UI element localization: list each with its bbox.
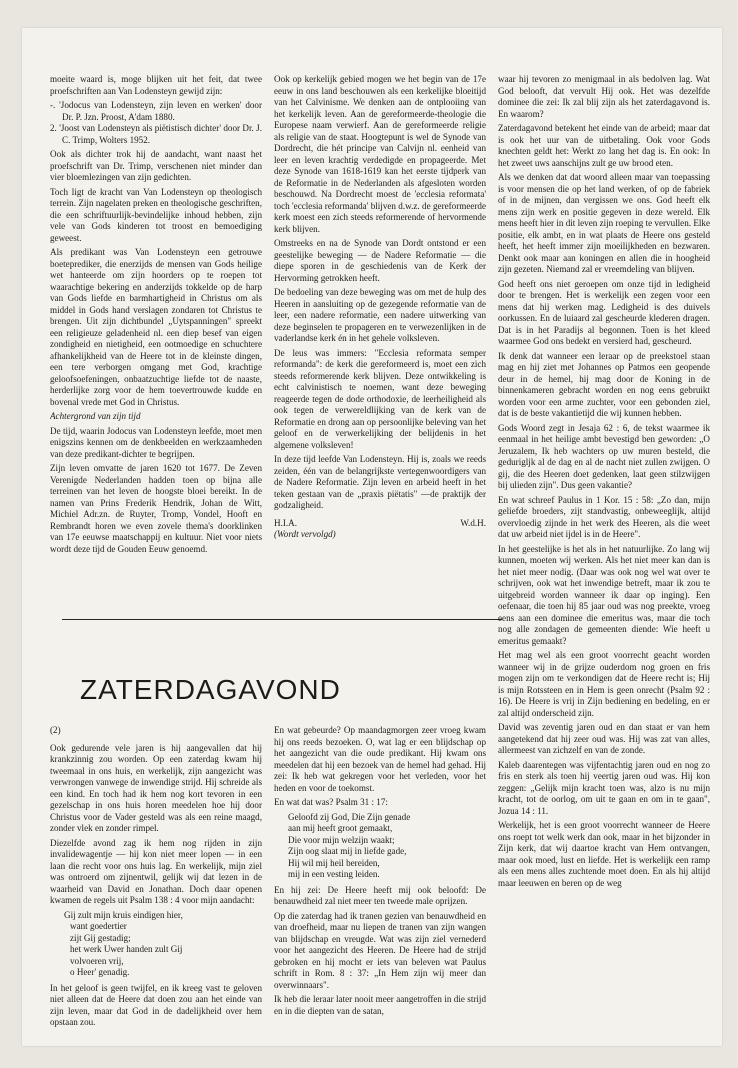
signature-initials-left: H.I.A. — [274, 517, 297, 528]
top-left-column — [50, 74, 262, 618]
paragraph: En wat gebeurde? Op maandagmorgen zeer vroeg kwam hij ons reeds bezoeken. O, wat lag er een blijdschap op het aangezicht van die oude predikant. Hij kwam ons meedelen dat hij een bezoek van de hemel had gehad. Hij zei: Ik heb wat gekregen voor het verleden, voor het heden en voor de toekomst. — [274, 725, 486, 793]
paragraph: Ook als dichter trok hij de aandacht, want naast het proefschrift van Dr. Trimp, verschenen niet minder dan vier bloemlezingen van zijn gedichten. — [50, 149, 262, 182]
paragraph: God heeft ons niet geroepen om onze tijd in ledigheid door te brengen. Het is werkelijk een zegen voor een mens dat hij werken mag. Ledigheid is des duivels oorkussen. En de luiaard zal gescheurde klederen dragen. Dat is in het Paradijs al begonnen. Toen is het kleed waarmee God ons bedekt en versierd had, gescheurd. — [498, 278, 710, 346]
paragraph: Gods Woord zegt in Jesaja 62 : 6, de tekst waarmee ik eenmaal in het heilige ambt bevestigd ben geworden: „O Jeruzalem, Ik heb wachters op uw muren besteld, die gedurigljk al de dag en al de nacht niet zullen zwijgen. O gij, die des Heeren doet gedenken, laat geen stilzwijgen bij ulieden zijn". Dus geen vakantie? — [498, 422, 710, 490]
paragraph: Diezelfde avond zag ik hem nog rijden in zijn invalidewagentje — hij kon niet meer lopen — in een laan die recht voor ons huis lag. En werkelijk, mijn ziel was ontroerd om zijnentwil, gelijk wij dat lezen in de waarheid van David en Jonathan. Doch daar openen kwamen de regels uit Psalm 138 : 4 voor mijn aandacht: — [50, 837, 262, 905]
paragraph: Omstreeks en na de Synode van Dordt ontstond er een geestelijke beweging — de Nadere Reformatie — die diepe sporen in de geschiedenis van de Kerk der Hervorming getrokken heeft. — [274, 238, 486, 283]
psalm-verse — [50, 910, 262, 979]
verse-line: zijt Gij gestadig; — [70, 932, 131, 943]
verse-line: want goedertier — [70, 921, 127, 931]
continued-note: (Wordt vervolgd) — [274, 529, 336, 539]
reference-list — [50, 100, 262, 146]
paragraph: In deze tijd leefde Van Lodensteyn. Hij is, zoals we reeds zeiden, één van de belangrijkste vertegenwoordigers van de Nadere Reformatie. Zijn leven en arbeid heeft in het teken gestaan van de „praxis piëtatis" —de praktijk der godzaligheid. — [274, 454, 486, 510]
verse-line: Die voor mijn welzijn waakt; — [288, 834, 395, 845]
paragraph: Het mag wel als een groot voorrecht geacht worden wanneer wij in de grijze ouderdom nog groen en fris mogen zijn om te verkondigen dat de Heere recht is; Hij is mijn Rotssteen en in Hem is geen onrecht (Psalm 92 : 16). De Heere is vrij in Zijn bediening en bedeling, en er zal altijd onderscheid zijn. — [498, 650, 710, 718]
paragraph: Op die zaterdag had ik tranen gezien van benauwdheid en van droefheid, maar nu liepen de tranen van zijn wangen van blijdschap en vreugde. Wat was zijn ziel vernederd voor het aangezicht des Heeren. De Heere had de strijd gebroken en hij mocht er iets van beleven wat Paulus schrift in Rom. 8 : 37: „In Hem zijn wij meer dan overwinnaars". — [274, 910, 486, 990]
paragraph: In het geloof is geen twijfel, en ik kreeg vast te geloven niet alleen dat de Heere dat doen zou aan het einde van zijn leven, maar dat God in de dadelijkheid over hem opstaan zou. — [50, 982, 262, 1027]
verse-line: Zijn oog slaat mij in liefde gade, — [288, 846, 407, 856]
reference-item: -. 'Jodocus van Lodensteyn, zijn leven en werken' door Dr. P. Jzn. Proost, A'dam 1880. — [50, 100, 262, 122]
paragraph: Toch ligt de kracht van Van Lodensteyn op theologisch terrein. Zijn nagelaten preken en theologische geschriften, die een schriftuurlijk-bevindelijke inhoud hebben, zijn vele van Gods kinderen tot troost en bemoediging geweest. — [50, 186, 262, 243]
section-divider — [62, 619, 502, 620]
verse-line: mij in een vesting leiden. — [288, 869, 380, 879]
psalm-verse — [274, 812, 486, 881]
paragraph: Zijn leven omvatte de jaren 1620 tot 1677. De Zeven Verenigde Nederlanden hadden toen op bijna alle terreinen van het leven de hoogste bloei bereikt. In de namen van Prins Frederik Hendrik, Johan de Witt, Michiel Adr.zn. de Ruyter, Tromp, Vondel, Hooft en Rembrandt horen we even zovele thema's doorklinken van 17e eeuwse maatschappij en kultuur. Niet voor niets wordt deze tijd de Gouden Eeuw genoemd. — [50, 463, 262, 554]
signature-line — [274, 518, 486, 530]
paragraph: De leus was immers: "Ecclesia reformata semper reformanda": de kerk die gereformeerd is, moet een zich steeds reformerende kerk blijven. Deze ontwikkeling is echt calvinistisch te noemen, want deze beweging reageerde tegen de dode orthodoxie, de leerheiligheid als ook tegen de verwereldlijking van de kerk van de Reformatie en drong aan op persoonlijke beleving van het geloof en de verwerkelijking der belijdenis in het algemene volksleven! — [274, 347, 486, 450]
paragraph: En wat dat was? Psalm 31 : 17: — [274, 797, 388, 807]
verse-line: o Heer' genadig. — [70, 967, 130, 977]
top-middle-column — [274, 74, 486, 618]
right-column — [498, 74, 710, 1040]
reference-item: 2. 'Joost van Lodensteyn als piëtistisch dichter' door Dr. J. C. Trimp, Wolters 1952. — [50, 123, 262, 145]
paragraph: Ook op kerkelijk gebied mogen we het begin van de 17e eeuw in ons land beschouwen als een kerkelijke bloeitijd van het Calvinisme. We denken aan de ontplooiing van het kerkelijk leven. Aan de gereformeerde-theologie die Europese naam verwierf. Aan de gereformeerde religie als religie van de staat. Hoogtepunt is wel de Synode van Dordrecht, die hét principe van Calvijn nl. eenheid van leer en leven krachtig verdedigde en propageerde. Met deze Synode van 1618-1619 kan het eerste tijdperk van de Reformatie in de Nederlanden als afgesloten worden beschouwd. Na Dordrecht moest de 'ecclesia reformata' toch 'ecclesia reformanda' blijven d.w.z. de gereformeerde kerk moest een zich steeds reformerende of hervormende kerk blijven. — [274, 74, 486, 234]
paragraph: Als predikant was Van Lodensteyn een getrouwe boeteprediker, die enerzijds de mensen van Gods heilige wet hanteerde om zijn hoorders op te roepen tot waarachtige bekering en anderzijds tokkelde op de harp van Gods liefde en barmhartigheid in Christus om als middel in Gods hand verslagen zondaren tot Christus te brengen. Uit zijn dichtbundel „Uytspanningen" spreekt een religieuze geladenheid nl. een diep besef van eigen zondigheid en nietigheid, een ootmoedige en schuchtere afhankelijkheid van de Heere tot in de kleinste dingen, een tere verborgen omgang met God, krachtige geloofsoefeningen, onbaatzuchtige liefde tot de naaste, herderlijke zorg voor de hem toevertrouwde kudde en bovenal vrede met God in Christus. — [50, 247, 262, 407]
paragraph: De tijd, waarin Jodocus van Lodensteyn leefde, moet men enigszins kennen om de denkbeelden en werkzaamheden van deze predikant-dichter te begrijpen. — [50, 425, 262, 459]
verse-line: Geloofd zij God, Die Zijn genade — [288, 811, 411, 822]
verse-line: Gij zult mijn kruis eindigen hier, — [64, 909, 183, 920]
paragraph: Zaterdagavond betekent het einde van de arbeid; maar dat is ook het uur van de uitbetaling. Ook voor Gods knechten geldt het: Werkt zo lang het dag is. En ook: In het zweet uws aanschijns zult ge uw brood eten. — [498, 123, 710, 168]
paragraph: Ook gedurende vele jaren is hij aangevallen dat hij krankzinnig zou worden. Op een zaterdag kwam hij tweemaal in ons huis, en werkelijk, zijn aangezicht was verwrongen vanwege de inwendige strijd. Hij schreide als een kind. En toch had ik hem nog kort tevoren in een gezelschap in ons huis horen meedelen hoe hij door Christus voor de Vader gesteld was als een reine maagd, zonder vlek en zonder rimpel. — [50, 742, 262, 833]
verse-line: aan mij heeft groot gemaakt, — [288, 823, 393, 833]
installment-number: (2) — [50, 725, 61, 735]
paragraph: Ik denk dat wanneer een leraar op de preekstoel staan mag en hij ziet met Johannes op Patmos een geopende deur in de hemel, hij mag door de Koning in de binnenkameren gebracht worden en nog eens gebruikt worden voor een arme zuchter, voor een gebonden ziel, dat is de beste vakantietijd die wij kunnen hebben. — [498, 350, 710, 418]
paragraph: In het geestelijke is het als in het natuurlijke. Zo lang wij kunnen, moeten wij werken. Als het niet meer kan dan is het niet meer nodig. (Daar was ook nog wel wat over te schrijven, ook wat het inwendige betreft, maar ik zou te uitgebreid worden wanneer ik daar op inging). Een oefenaar, die toen hij 85 jaar oud was nog preekte, vroeg eens aan een dominee die emeritus was, maar die toch nog alle zondagen de gemeenten diende: Wie heeft u emeritus gemaakt? — [498, 543, 710, 646]
verse-line: volvoeren vrij, — [70, 955, 124, 966]
intro-paragraph: moeite waard is, moge blijken uit het feit, dat twee proefschriften aan Van Lodensteyn gewijd zijn: — [50, 74, 262, 96]
bottom-left-column — [50, 725, 262, 1040]
newspaper-page — [22, 28, 722, 1046]
verse-line: het werk Uwer handen zult Gij — [70, 944, 183, 954]
signature-initials-right: W.d.H. — [460, 517, 486, 528]
paragraph: waar hij tevoren zo menigmaal in als bedolven lag. Wat God belooft, dat vervult Hij ook. Het was dezelfde dominee die zei: Ik zal blij zijn als het zaterdagavond is. En waarom? — [498, 74, 710, 119]
verse-line: Hij wil mij heil bereiden, — [288, 857, 380, 868]
paragraph: En wat schreef Paulus in 1 Kor. 15 : 58: „Zo dan, mijn geliefde broeders, zijt standvastig, onbeweeglijk, altijd overvloedig zijnde in het werk des Heeren, als die weet dat uw arbeid niet ijdel is in de Heere". — [498, 494, 710, 539]
paragraph: Ik heb die leraar later nooit meer aangetroffen in die strijd en in die diepten van de satan, — [274, 994, 486, 1016]
paragraph: Als we denken dat dat woord alleen maar van toepassing is voor mensen die op het land werken, of op de fabriek of in de mijnen, dan vergissen we ons. God heeft elk mens zijn werk en positie gegeven in deze wereld. Elk mens heeft hier in dit leven zijn roeping te vervullen. Elke positie, elk ambt, en in wat plaats de Heere ons gesteld heeft, het heeft immer zijn moeilijkheden en bezwaren. Denkt ook maar aan koningen en allen die in hoogheid zijn gezeten. Niemand zal er vreemdeling van blijven. — [498, 172, 710, 274]
subheading: Achtergrond van zijn tijd — [50, 411, 141, 421]
section-heading: ZATERDAGAVOND — [80, 674, 341, 705]
paragraph: De bedoeling van deze beweging was om met de hulp des Heeren in aansluiting op de gezegende reformatie van de leer, een nadere reformatie, een nadere uitwerking van deze beginselen te propageren en te verwezenlijken in de vaderlandse kerk én in het gehele volksleven. — [274, 287, 486, 343]
paragraph: En hij zei: De Heere heeft mij ook beloofd: De benauwdheid zal niet meer ten tweede male oprijzen. — [274, 884, 486, 906]
paragraph: Kaleb daarentegen was vijfentachtig jaren oud en nog zo fris en sterk als toen hij veertig jaren oud was. Hij kon zeggen: „Gelijk mijn kracht toen was, alzo is nu mijn kracht, tot de oorlog, om uit te gaan en om in te gaan", Jozua 14 : 11. — [498, 759, 710, 816]
bottom-middle-column — [274, 725, 486, 1040]
paragraph: David was zeventig jaren oud en dan staat er van hem aangetekend dat hij zeer oud was. Hij was zat van alles, allermeest van zichzelf en van de zonde. — [498, 722, 710, 755]
paragraph: Werkelijk, het is een groot voorrecht wanneer de Heere ons roept tot welk werk dan ook, maar in het bijzonder in Zijn kerk, dat wij daartoe kracht van Hem ontvangen, maar ook moed, lust en liefde. Het is werkelijk een ramp als een mens alles zuchtende moet doen. En als hij altijd maar leeuwen en beren op de weg — [498, 820, 710, 888]
